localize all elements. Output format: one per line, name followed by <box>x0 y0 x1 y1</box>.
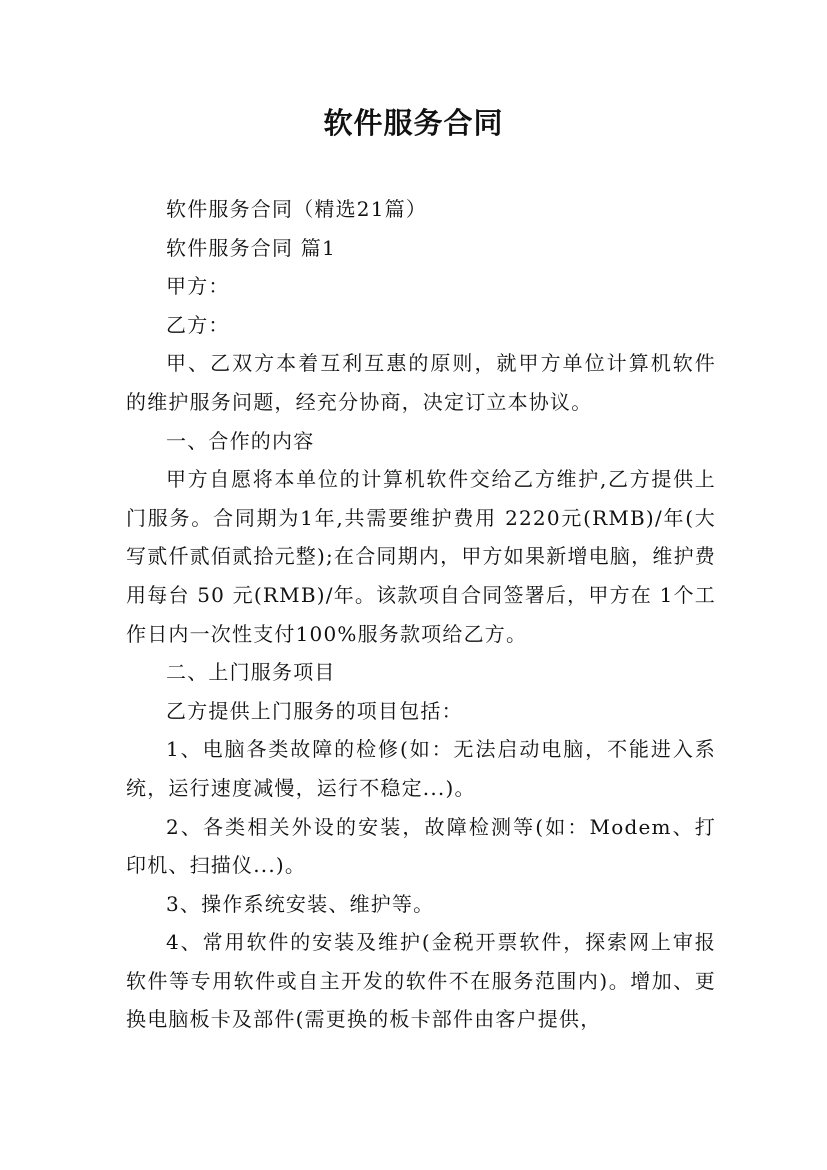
paragraph-subtitle: 软件服务合同（精选21篇） <box>166 197 428 221</box>
paragraph-preamble: 甲、乙双方本着互利互惠的原则，就甲方单位计算机软件的维护服务问题，经充分协商，决定订立本协议。 <box>126 351 716 414</box>
paragraph-party-a: 甲方： <box>166 274 230 299</box>
paragraph-heading-cooperation: 一、合作的内容 <box>166 428 315 453</box>
document-body <box>126 190 716 1039</box>
paragraph-service-item-3: 3、操作系统安装、维护等。 <box>166 891 435 916</box>
paragraph-party-b: 乙方： <box>166 312 230 337</box>
paragraph-service-item-4: 4、常用软件的安装及维护(金税开票软件，探索网上审报软件等专用软件或自主开发的软件不在服务范围内)。增加、更换电脑板卡及部件(需更换的板卡部件由客户提供， <box>126 930 716 1032</box>
document-title: 软件服务合同 <box>323 106 504 140</box>
paragraph-cooperation-content: 甲方自愿将本单位的计算机软件交给乙方维护,乙方提供上门服务。合同期为1年,共需要维护费用 2220元(RMB)/年(大写贰仟贰佰贰拾元整);在合同期内，甲方如果新增电脑，维护费用每台 50 元(RMB)/年。该款项自合同签署后，甲方在 1个工作日内一次性支付100%服务款项给乙方。 <box>126 467 716 646</box>
paragraph-section-heading: 软件服务合同 篇1 <box>166 235 336 260</box>
paragraph-service-item-1: 1、电脑各类故障的检修(如：无法启动电脑，不能进入系统，运行速度减慢，运行不稳定...)。 <box>126 737 716 800</box>
paragraph-service-item-2: 2、各类相关外设的安装，故障检测等(如：Modem、打印机、扫描仪...)。 <box>126 814 716 878</box>
paragraph-service-intro: 乙方提供上门服务的项目包括： <box>166 698 463 723</box>
paragraph-heading-onsite-service: 二、上门服务项目 <box>166 660 336 685</box>
